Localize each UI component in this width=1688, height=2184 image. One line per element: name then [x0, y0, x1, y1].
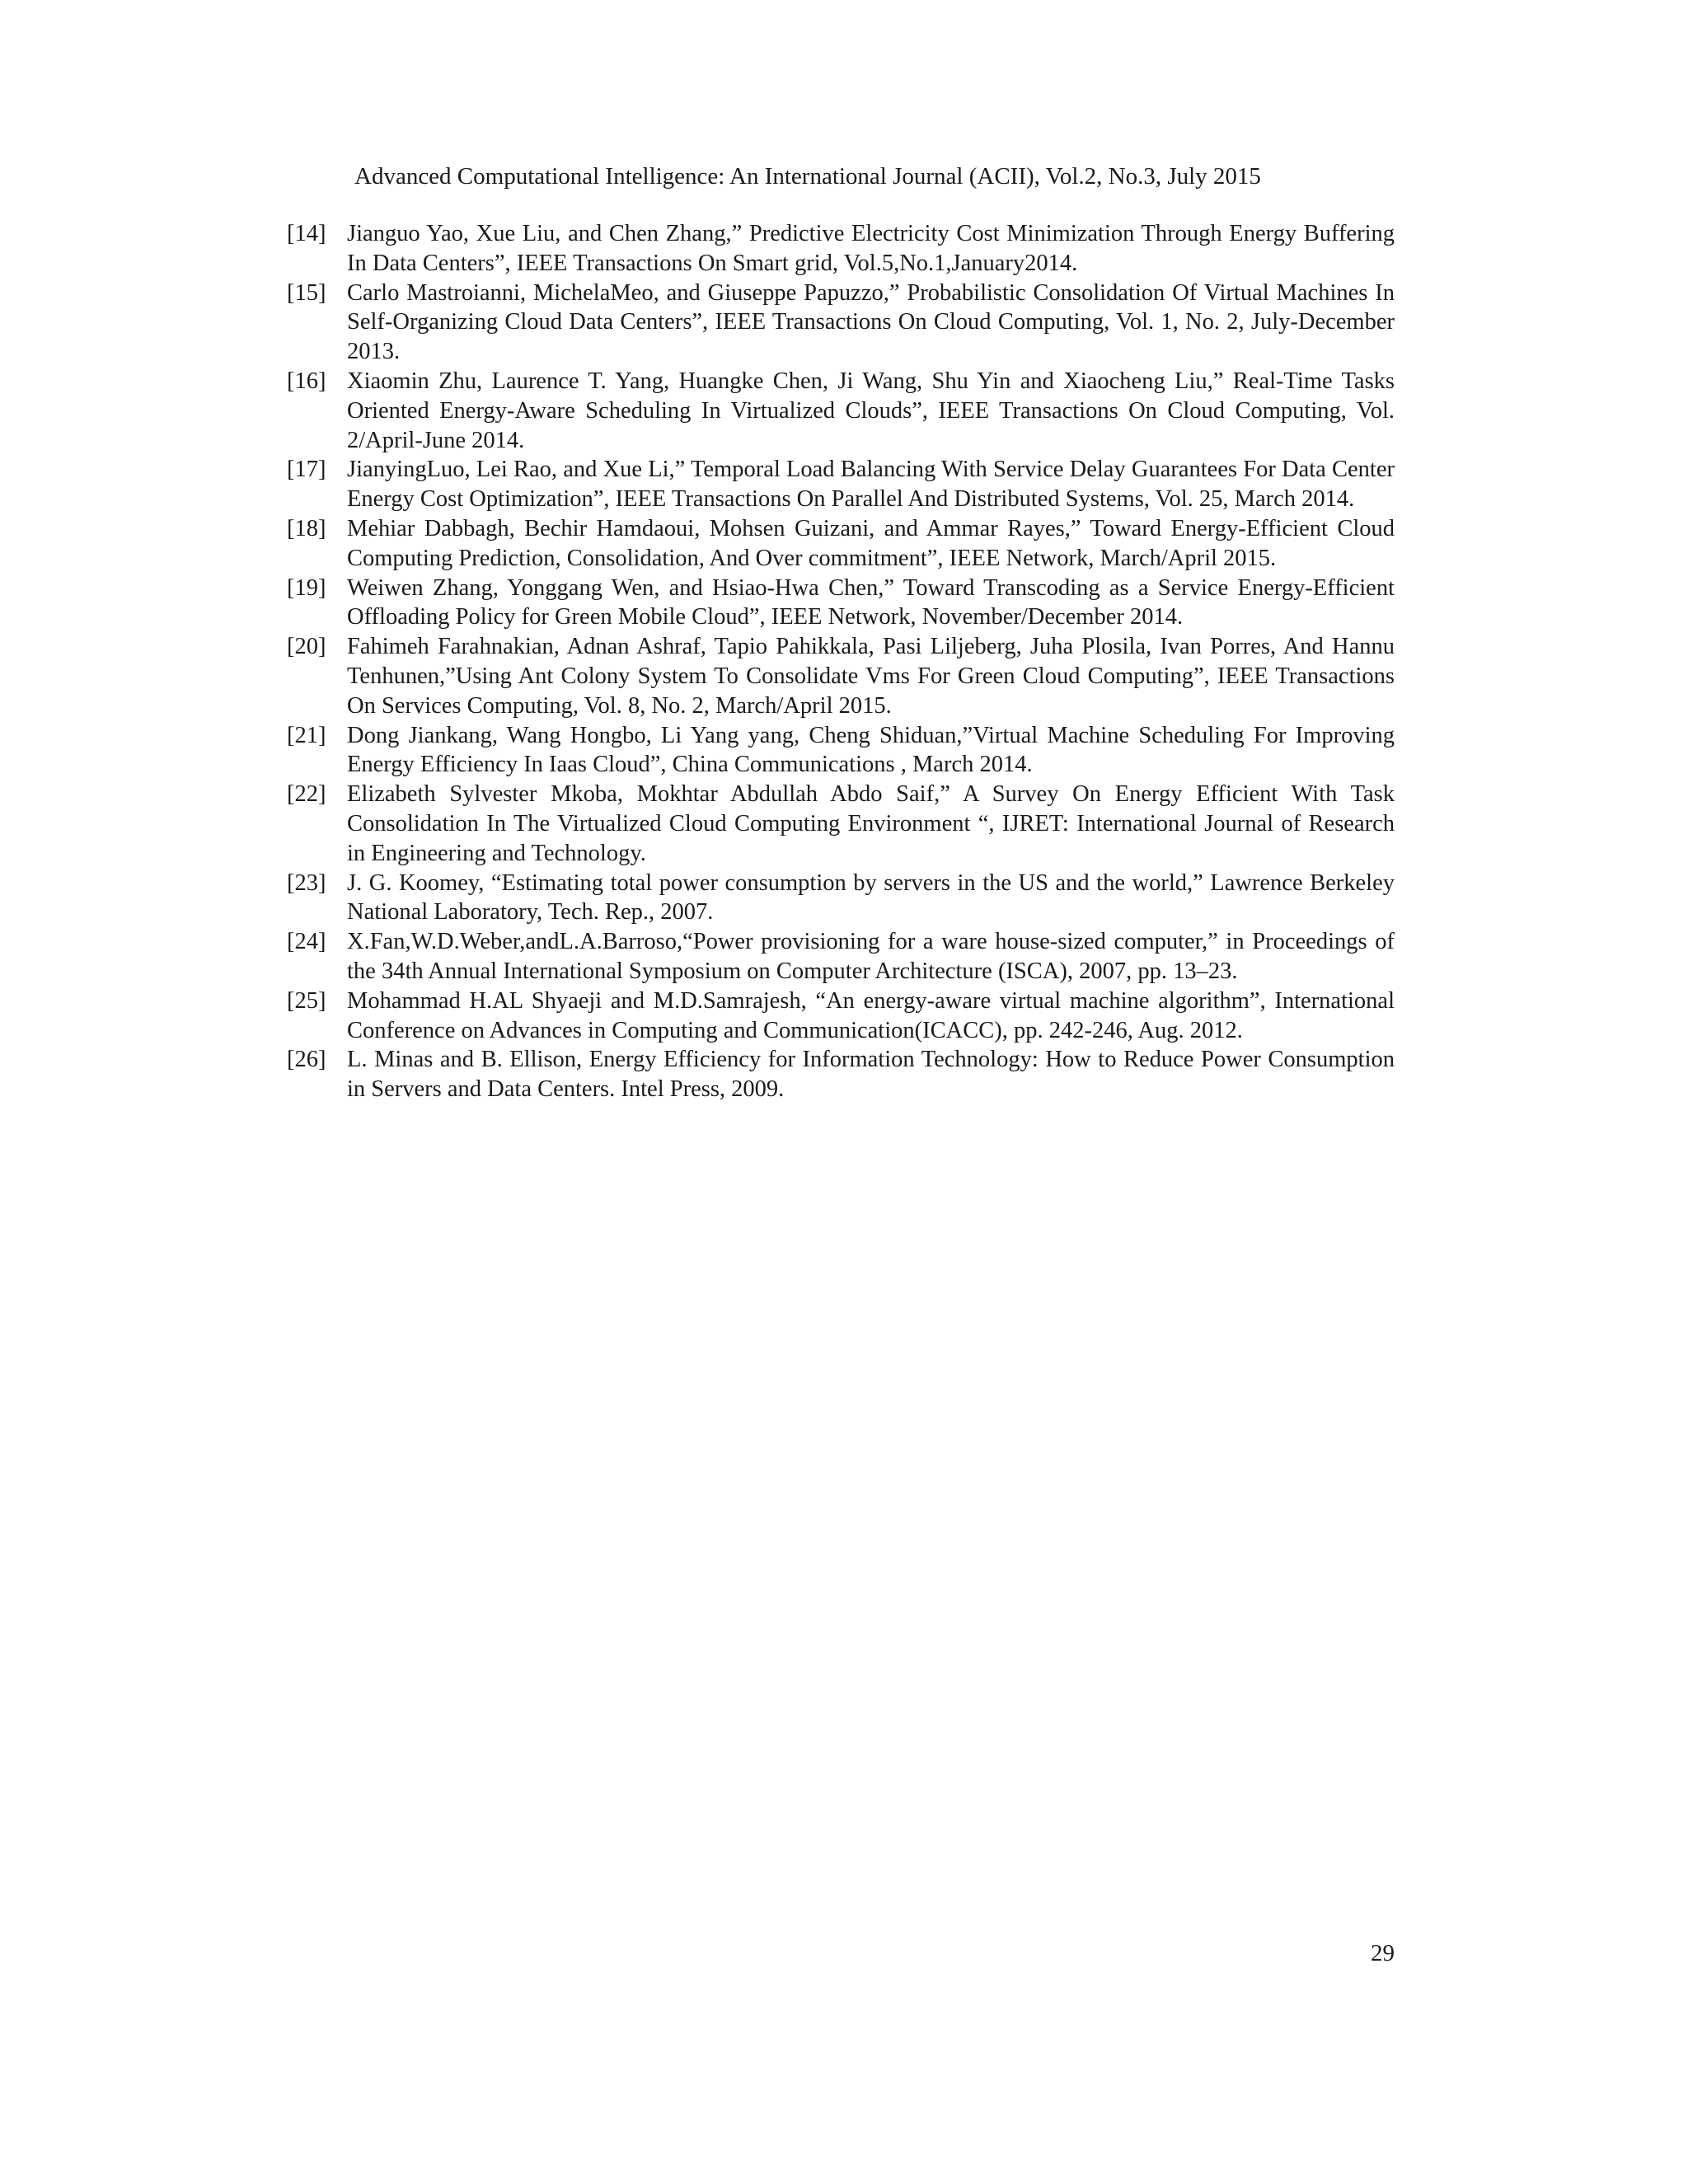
reference-number: [21] [287, 722, 326, 748]
reference-number: [22] [287, 781, 326, 808]
reference-item [287, 869, 1395, 928]
reference-number: [14] [287, 221, 326, 246]
reference-number: [24] [287, 929, 326, 955]
reference-item [287, 514, 1395, 574]
reference-number: [19] [287, 574, 326, 601]
reference-number: [18] [287, 515, 326, 541]
reference-text: Elizabeth Sylvester Mkoba, Mokhtar Abdullah Abdo Saif,” A Survey On Energy Efficient With Task Consolidation In The Virtualized Cloud Computing Environment “, IJRET: International Journal of Research in Engineering and Technology. [347, 781, 1395, 866]
reference-text: JianyingLuo, Lei Rao, and Xue Li,” Temporal Load Balancing With Service Delay Guarantees For Data Center Energy Cost Optimization”, IEEE Transactions On Parallel And Distributed Systems, Vol. 25, March 2014. [347, 457, 1395, 513]
reference-item [287, 367, 1395, 455]
reference-number: [25] [287, 987, 326, 1014]
reference-text: L. Minas and B. Ellison, Energy Efficiency for Information Technology: How to Reduce Power Consumption in Servers and Data Centers. Intel Press, 2009. [347, 1047, 1395, 1103]
reference-item [287, 987, 1395, 1046]
reference-item [287, 927, 1395, 987]
reference-text: Mehiar Dabbagh, Bechir Hamdaoui, Mohsen Guizani, and Ammar Rayes,” Toward Energy-Efficient Cloud Computing Prediction, Consolidation, And Over commitment”, IEEE Network, March/April 2015. [347, 515, 1395, 571]
reference-text: Dong Jiankang, Wang Hongbo, Li Yang yang, Cheng Shiduan,”Virtual Machine Scheduling For Improving Energy Efficiency In Iaas Cloud”, China Communications , March 2014. [347, 722, 1395, 778]
reference-item [287, 721, 1395, 780]
reference-item [287, 780, 1395, 868]
reference-item [287, 219, 1395, 279]
reference-text: Weiwen Zhang, Yonggang Wen, and Hsiao-Hwa Chen,” Toward Transcoding as a Service Energy-Efficient Offloading Policy for Green Mobile Cloud”, IEEE Network, November/December 2014. [347, 574, 1395, 630]
reference-item [287, 1045, 1395, 1104]
page-number: 29 [1371, 1940, 1395, 1966]
reference-text: Carlo Mastroianni, MichelaMeo, and Giuseppe Papuzzo,” Probabilistic Consolidation Of Virtual Machines In Self-Organizing Cloud Data Centers”, IEEE Transactions On Cloud Computing, Vol. 1, No. 2, July-December 2013. [347, 279, 1395, 365]
reference-number: [26] [287, 1047, 326, 1073]
reference-number: [23] [287, 869, 326, 896]
reference-item [287, 455, 1395, 514]
reference-number: [15] [287, 279, 326, 306]
reference-list [287, 219, 1395, 1104]
reference-text: J. G. Koomey, “Estimating total power consumption by servers in the US and the world,” Lawrence Berkeley National Laboratory, Tech. Rep., 2007. [347, 869, 1395, 926]
reference-text: Xiaomin Zhu, Laurence T. Yang, Huangke Chen, Ji Wang, Shu Yin and Xiaocheng Liu,” Real-Time Tasks Oriented Energy-Aware Scheduling In Virtualized Clouds”, IEEE Transactions On Cloud Computing, Vol. 2/April-June 2014. [347, 368, 1395, 453]
reference-item [287, 279, 1395, 367]
reference-text: Mohammad H.AL Shyaeji and M.D.Samrajesh, “An energy-aware virtual machine algorithm”, International Conference on Advances in Computing and Communication(ICACC), pp. 242-246, Aug. 2012. [347, 987, 1395, 1043]
reference-text: Jianguo Yao, Xue Liu, and Chen Zhang,” Predictive Electricity Cost Minimization Through Energy Buffering In Data Centers”, IEEE Transactions On Smart grid, Vol.5,No.1,January2014. [347, 221, 1395, 276]
reference-text: X.Fan,W.D.Weber,andL.A.Barroso,“Power provisioning for a ware house-sized computer,” in Proceedings of the 34th Annual International Symposium on Computer Architecture (ISCA), 2007, pp. 13–23. [347, 929, 1395, 984]
reference-number: [20] [287, 634, 326, 660]
reference-item [287, 574, 1395, 633]
running-header: Advanced Computational Intelligence: An International Journal (ACII), Vol.2, No.3, July 2015 [354, 163, 1261, 190]
reference-text: Fahimeh Farahnakian, Adnan Ashraf, Tapio Pahikkala, Pasi Liljeberg, Juha Plosila, Ivan Porres, And Hannu Tenhunen,”Using Ant Colony System To Consolidate Vms For Green Cloud Computing”, IEEE Transactions On Services Computing, Vol. 8, No. 2, March/April 2015. [347, 634, 1395, 719]
reference-number: [16] [287, 368, 326, 394]
reference-number: [17] [287, 457, 326, 483]
reference-item [287, 632, 1395, 720]
